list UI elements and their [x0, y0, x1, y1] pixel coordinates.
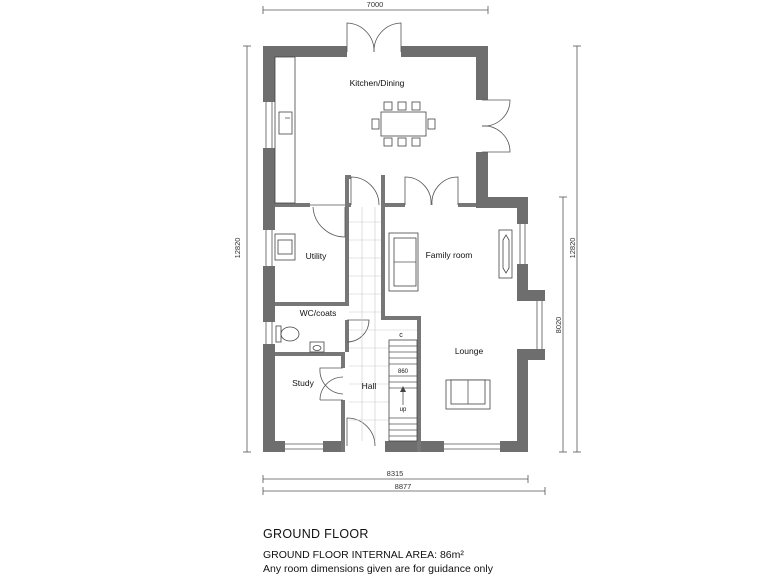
- room-label-utility: Utility: [305, 251, 327, 261]
- dining-table: [372, 102, 435, 146]
- internal-area-text: GROUND FLOOR INTERNAL AREA: 86m²: [263, 549, 464, 561]
- wc-toilet: [276, 326, 299, 342]
- kitchen-worktop: [275, 57, 295, 203]
- room-label-lounge: Lounge: [454, 346, 484, 356]
- staircase: [389, 340, 417, 441]
- utility-sink: [275, 234, 295, 260]
- dim-bay-height: 8020: [554, 316, 563, 334]
- guidance-note: Any room dimensions given are for guidance only: [263, 563, 493, 575]
- room-label-study: Study: [292, 378, 314, 388]
- wc-basin: [310, 342, 324, 352]
- lounge-sofa: [446, 380, 490, 409]
- dim-top-width: 7000: [366, 0, 384, 9]
- room-label-wc-coats: WC/coats: [299, 308, 337, 318]
- family-room-sofa: [389, 233, 418, 291]
- floor-title: GROUND FLOOR: [263, 527, 369, 541]
- stair-width-label: 860: [397, 369, 409, 375]
- room-label-family-room: Family room: [425, 250, 473, 260]
- dim-overall-width: 8877: [394, 482, 412, 491]
- room-label-kitchen-dining: Kitchen/Dining: [349, 78, 405, 88]
- room-label-hall: Hall: [361, 381, 377, 391]
- tv-unit: [499, 230, 512, 278]
- dim-left-height: 12820: [233, 237, 242, 259]
- stair-direction-label: up: [399, 407, 407, 413]
- stair-cupboard-label: c: [399, 332, 403, 339]
- dim-right-height: 12820: [568, 237, 577, 259]
- dim-inner-width: 8315: [386, 469, 404, 478]
